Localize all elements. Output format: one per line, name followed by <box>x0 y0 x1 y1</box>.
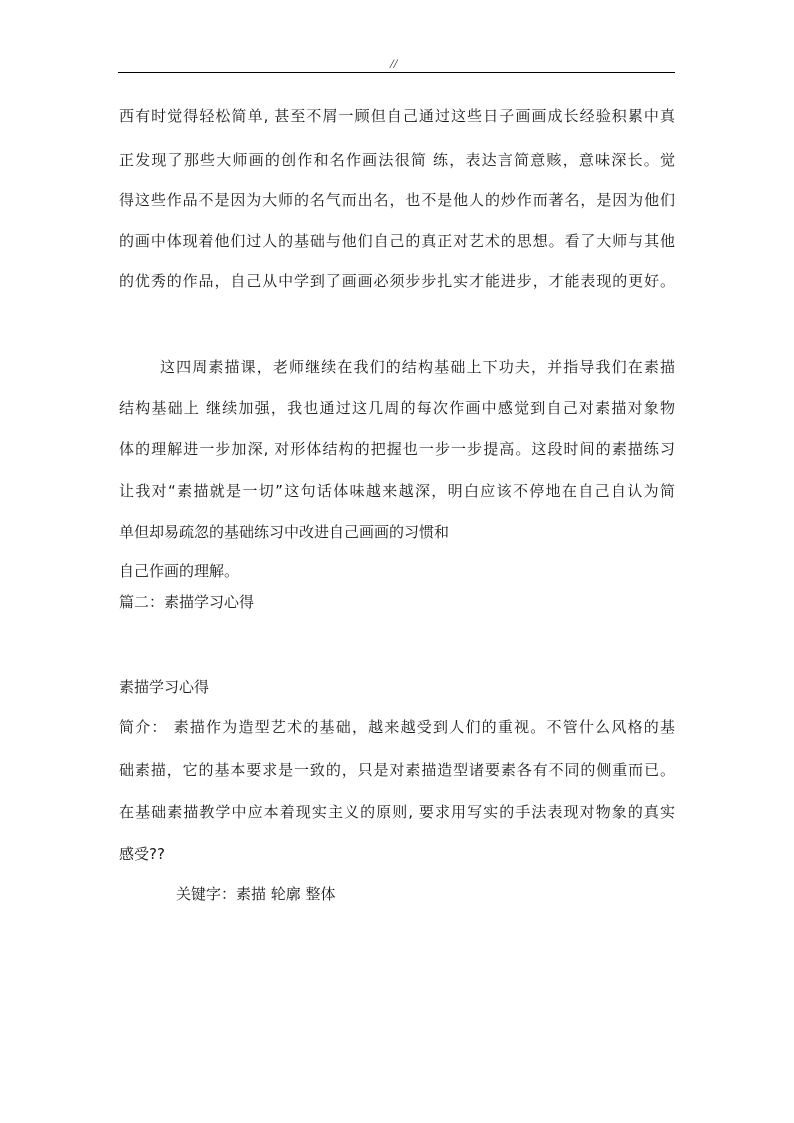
keywords: 关键字：素描 轮廓 整体 <box>176 885 336 903</box>
section-heading: 篇二：素描学习心得 <box>119 593 255 611</box>
text-line: 的优秀的作品，自己从中学到了画画必须步步扎实才能进步，才能表现的更好。 <box>119 272 675 290</box>
text-line: 让我对“素描就是一切”这句话体味越来越深，明白应该不停地在自己自认为简 <box>119 482 675 500</box>
text-line: 正发现了那些大师画的创作和名作画法很简 练，表达言简意赅，意味深长。觉 <box>119 151 675 169</box>
text-line: 结构基础上 继续加强，我也通过这几周的每次作画中感觉到自己对素描对象物 <box>119 399 675 417</box>
text-line: 得这些作品不是因为大师的名气而出名，也不是他人的炒作而著名，是因为他们 <box>119 191 675 209</box>
header-rule <box>118 72 675 73</box>
text-line: 单但却易疏忽的基础练习中改进自己画画的习惯和 <box>119 523 450 541</box>
text-line: 的画中体现着他们过人的基础与他们自己的真正对艺术的思想。看了大师与其他 <box>119 232 675 250</box>
text-line: 在基础素描教学中应本着现实主义的原则, 要求用写实的手法表现对物象的真实 <box>119 803 675 821</box>
article-title: 素描学习心得 <box>119 678 210 696</box>
text-line: 础素描，它的基本要求是一致的，只是对素描造型诸要素各有不同的侧重而已。 <box>119 761 675 779</box>
text-line: 这四周素描课，老师继续在我们的结构基础上下功夫，并指导我们在素描 <box>160 358 675 376</box>
text-line: 自己作画的理解。 <box>119 562 240 580</box>
text-line: 体的理解进一步加深, 对形体结构的把握也一步一步提高。这段时间的素描练习 <box>119 440 675 458</box>
text-line: 简介： 素描作为造型艺术的基础，越来越受到人们的重视。不管什么风格的基 <box>119 718 675 736</box>
text-line: 西有时觉得轻松简单, 甚至不屑一顾但自己通过这些日子画画成长经验积累中真 <box>119 107 675 125</box>
text-line: 感受?? <box>119 845 165 863</box>
header-mark: // <box>390 56 398 71</box>
